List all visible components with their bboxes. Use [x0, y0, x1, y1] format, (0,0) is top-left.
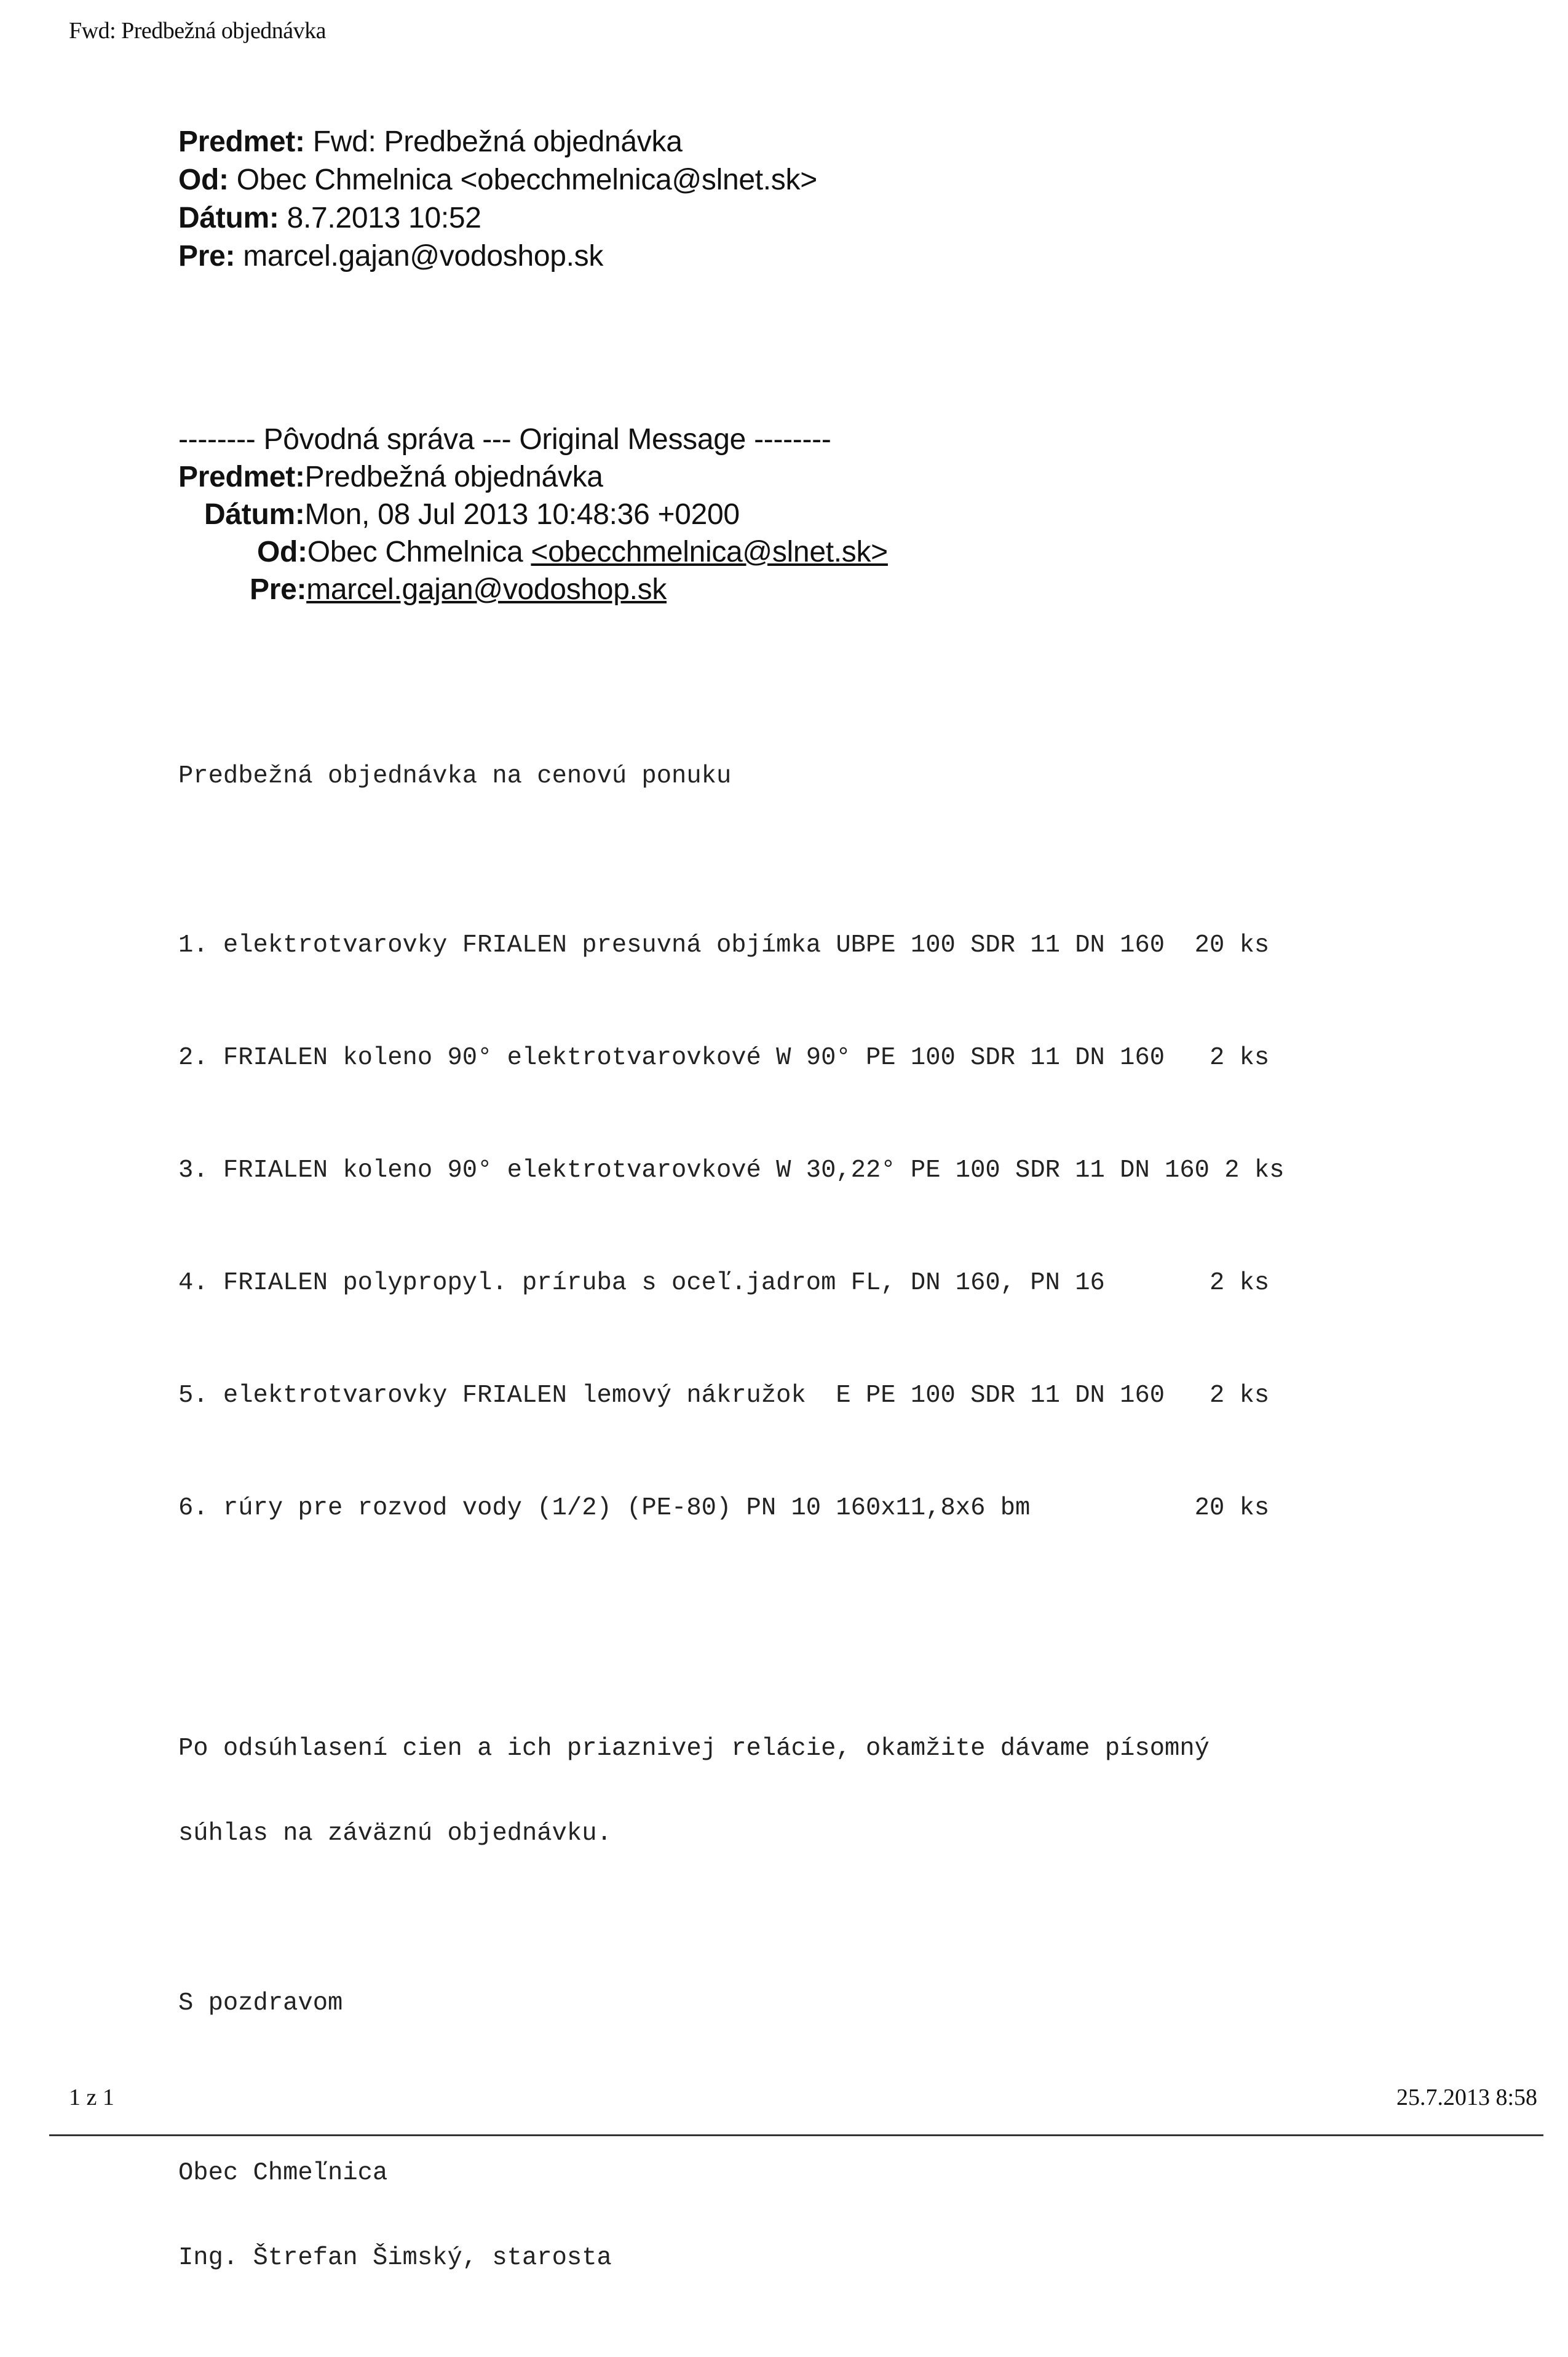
original-subject-value: Predbežná objednávka [304, 461, 603, 493]
message-intro: Predbežná objednávka na cenovú ponuku [178, 762, 732, 790]
page-number: 1 z 1 [69, 2085, 114, 2110]
closing-paragraph [178, 1678, 1285, 1904]
from-label: Od: [178, 164, 229, 196]
subject-label: Predmet: [178, 125, 305, 158]
from-row [178, 161, 817, 199]
date-row [178, 199, 817, 237]
order-item: 2. FRIALEN koleno 90° elektrotvarovkové W 90° PE 100 SDR 11 DN 160 2 ks [178, 1044, 1270, 1072]
order-item: 5. elektrotvarovky FRIALEN lemový nákružok E PE 100 SDR 11 DN 160 2 ks [178, 1381, 1270, 1410]
signature-line: Ing. Štrefan Šimský, starosta [178, 2244, 612, 2272]
date-label: Dátum: [178, 202, 279, 234]
print-timestamp: 25.7.2013 8:58 [1396, 2085, 1537, 2110]
closing-line: súhlas na záväznú objednávku. [178, 1819, 612, 1848]
order-item-list [178, 875, 1285, 1607]
original-separator: -------- Pôvodná správa --- Original Message -------- [178, 423, 831, 456]
original-date-value: Mon, 08 Jul 2013 10:48:36 +0200 [304, 498, 740, 531]
original-from-row [178, 533, 888, 571]
subject-value: Fwd: Predbežná objednávka [304, 125, 683, 158]
order-item: 4. FRIALEN polypropyl. príruba s oceľ.jadrom FL, DN 160, PN 16 2 ks [178, 1269, 1270, 1297]
message-body [178, 706, 1285, 2357]
order-item: 1. elektrotvarovky FRIALEN presuvná objímka UBPE 100 SDR 11 DN 160 20 ks [178, 931, 1270, 960]
signature [178, 2102, 1285, 2329]
to-label: Pre: [178, 240, 236, 272]
order-item: 3. FRIALEN koleno 90° elektrotvarovkové W 30,22° PE 100 SDR 11 DN 160 2 ks [178, 1156, 1285, 1185]
original-to-row [178, 571, 888, 608]
original-from-label: Od: [257, 536, 307, 568]
subject-row [178, 123, 817, 161]
original-to-label: Pre: [250, 573, 307, 606]
from-value: Obec Chmelnica <obecchmelnica@slnet.sk> [228, 164, 817, 196]
original-subject-row [178, 458, 888, 496]
page-header-title: Fwd: Predbežná objednávka [69, 18, 327, 44]
email-headers [178, 123, 817, 276]
original-from-name: Obec Chmelnica [307, 536, 531, 568]
to-row [178, 237, 817, 276]
greeting: S pozdravom [178, 1989, 343, 2017]
original-date-label: Dátum: [204, 498, 305, 531]
to-value: marcel.gajan@vodoshop.sk [235, 240, 604, 272]
original-from-email-link[interactable]: <obecchmelnica@slnet.sk> [531, 536, 888, 568]
original-message-headers [178, 421, 888, 608]
original-date-row [178, 496, 888, 533]
original-subject-label: Predmet: [178, 461, 305, 493]
date-value: 8.7.2013 10:52 [279, 202, 481, 234]
order-item: 6. rúry pre rozvod vody (1/2) (PE-80) PN 10 160x11,8x6 bm 20 ks [178, 1494, 1270, 1522]
bottom-divider [49, 2134, 1543, 2136]
closing-line: Po odsúhlasení cien a ich priaznivej relácie, okamžite dávame písomný [178, 1735, 1210, 1763]
original-to-email-link[interactable]: marcel.gajan@vodoshop.sk [306, 573, 667, 606]
signature-line: Obec Chmeľnica [178, 2159, 388, 2187]
